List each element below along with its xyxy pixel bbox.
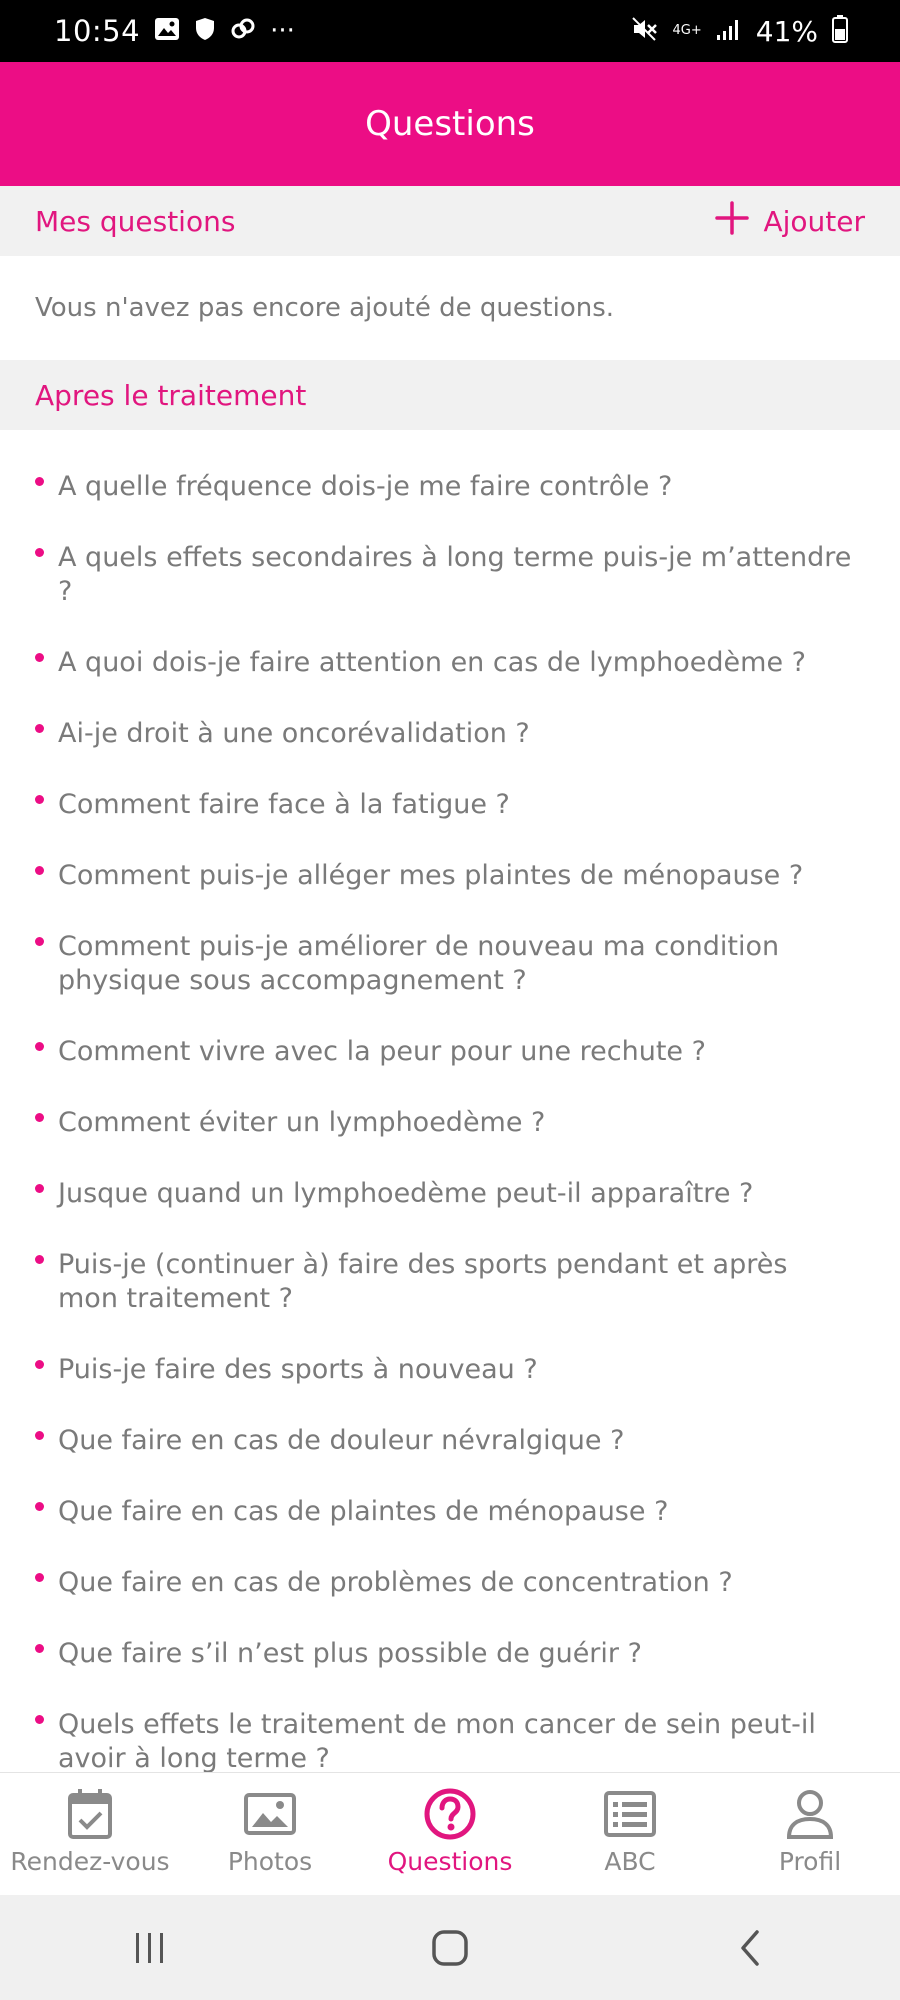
- question-item[interactable]: Comment vivre avec la peur pour une rechute ?: [35, 1035, 855, 1069]
- signal-icon: [716, 17, 742, 45]
- after-treatment-header: [0, 360, 900, 430]
- tab-profil[interactable]: [720, 1773, 900, 1895]
- question-item[interactable]: Puis-je (continuer à) faire des sports pendant et après mon traitement ?: [35, 1248, 855, 1316]
- question-item[interactable]: Que faire en cas de plaintes de ménopause ?: [35, 1495, 855, 1529]
- bottom-tab-bar: [0, 1772, 900, 1895]
- question-item[interactable]: Comment puis-je améliorer de nouveau ma condition physique sous accompagnement ?: [35, 930, 855, 998]
- after-treatment-title: Apres le traitement: [35, 378, 307, 412]
- question-item[interactable]: Comment éviter un lymphoedème ?: [35, 1106, 855, 1140]
- bullet-icon: [35, 1644, 44, 1653]
- bullet-icon: [35, 795, 44, 804]
- bullet-icon: [35, 937, 44, 946]
- status-time: 10:54: [54, 14, 141, 48]
- question-item[interactable]: A quoi dois-je faire attention en cas de lymphoedème ?: [35, 646, 855, 680]
- user-icon: [783, 1787, 837, 1847]
- calendar-check-icon: [66, 1787, 114, 1847]
- battery-percentage: 41%: [755, 14, 818, 48]
- question-list: [0, 430, 900, 1772]
- question-item[interactable]: Jusque quand un lymphoedème peut-il apparaître ?: [35, 1177, 855, 1211]
- tab-rendez-vous[interactable]: [0, 1773, 180, 1895]
- add-question-label: Ajouter: [763, 204, 865, 238]
- bullet-icon: [35, 724, 44, 733]
- tab-label: Rendez-vous: [10, 1847, 170, 1876]
- back-icon[interactable]: [690, 1908, 810, 1988]
- bullet-icon: [35, 1573, 44, 1582]
- bullet-icon: [35, 1360, 44, 1369]
- app-bar: [0, 62, 900, 186]
- shield-icon: [194, 17, 216, 45]
- my-questions-title: Mes questions: [35, 204, 236, 238]
- tab-label: Questions: [387, 1847, 513, 1876]
- question-item[interactable]: Ai-je droit à une oncorévalidation ?: [35, 717, 855, 751]
- bullet-icon: [35, 1502, 44, 1511]
- empty-questions-text: Vous n'avez pas encore ajouté de questions.: [35, 293, 615, 323]
- tab-photos[interactable]: [180, 1773, 360, 1895]
- question-item[interactable]: Comment faire face à la fatigue ?: [35, 788, 855, 822]
- tab-questions[interactable]: [360, 1773, 540, 1895]
- bullet-icon: [35, 1715, 44, 1724]
- add-question-button[interactable]: [715, 201, 865, 242]
- bullet-icon: [35, 866, 44, 875]
- photo-icon: [243, 1787, 297, 1847]
- question-item[interactable]: A quelle fréquence dois-je me faire contrôle ?: [35, 470, 855, 504]
- bullet-icon: [35, 548, 44, 557]
- battery-icon: [832, 15, 848, 47]
- bullet-icon: [35, 1255, 44, 1264]
- gallery-notification-icon: [154, 17, 180, 45]
- tab-label: ABC: [604, 1847, 656, 1876]
- question-item[interactable]: A quels effets secondaires à long terme puis-je m’attendre ?: [35, 541, 855, 609]
- status-bar: [0, 0, 900, 62]
- bullet-icon: [35, 1042, 44, 1051]
- bullet-icon: [35, 1113, 44, 1122]
- system-navigation-bar: [0, 1895, 900, 2000]
- network-type: 4G+: [672, 23, 702, 38]
- bullet-icon: [35, 477, 44, 486]
- question-item[interactable]: Puis-je faire des sports à nouveau ?: [35, 1353, 855, 1387]
- question-item[interactable]: Que faire en cas de problèmes de concentration ?: [35, 1566, 855, 1600]
- link-icon: [230, 17, 256, 45]
- question-item[interactable]: Comment puis-je alléger mes plaintes de ménopause ?: [35, 859, 855, 893]
- list-icon: [603, 1787, 657, 1847]
- questions-content[interactable]: [0, 186, 900, 1772]
- bullet-icon: [35, 1431, 44, 1440]
- question-circle-icon: [423, 1787, 477, 1847]
- plus-icon: [715, 201, 749, 242]
- bullet-icon: [35, 653, 44, 662]
- question-item[interactable]: Que faire s’il n’est plus possible de guérir ?: [35, 1637, 855, 1671]
- tab-label: Profil: [778, 1847, 842, 1876]
- tab-abc[interactable]: [540, 1773, 720, 1895]
- question-item[interactable]: Que faire en cas de douleur névralgique ?: [35, 1424, 855, 1458]
- recent-apps-icon[interactable]: [90, 1908, 210, 1988]
- home-icon[interactable]: [390, 1908, 510, 1988]
- page-title: Questions: [365, 104, 535, 144]
- question-item[interactable]: Quels effets le traitement de mon cancer de sein peut-il avoir à long terme ?: [35, 1708, 855, 1772]
- tab-label: Photos: [227, 1847, 313, 1876]
- mute-icon: [631, 16, 659, 46]
- bullet-icon: [35, 1184, 44, 1193]
- my-questions-header: [0, 186, 900, 256]
- more-notifications-icon: ···: [270, 16, 295, 46]
